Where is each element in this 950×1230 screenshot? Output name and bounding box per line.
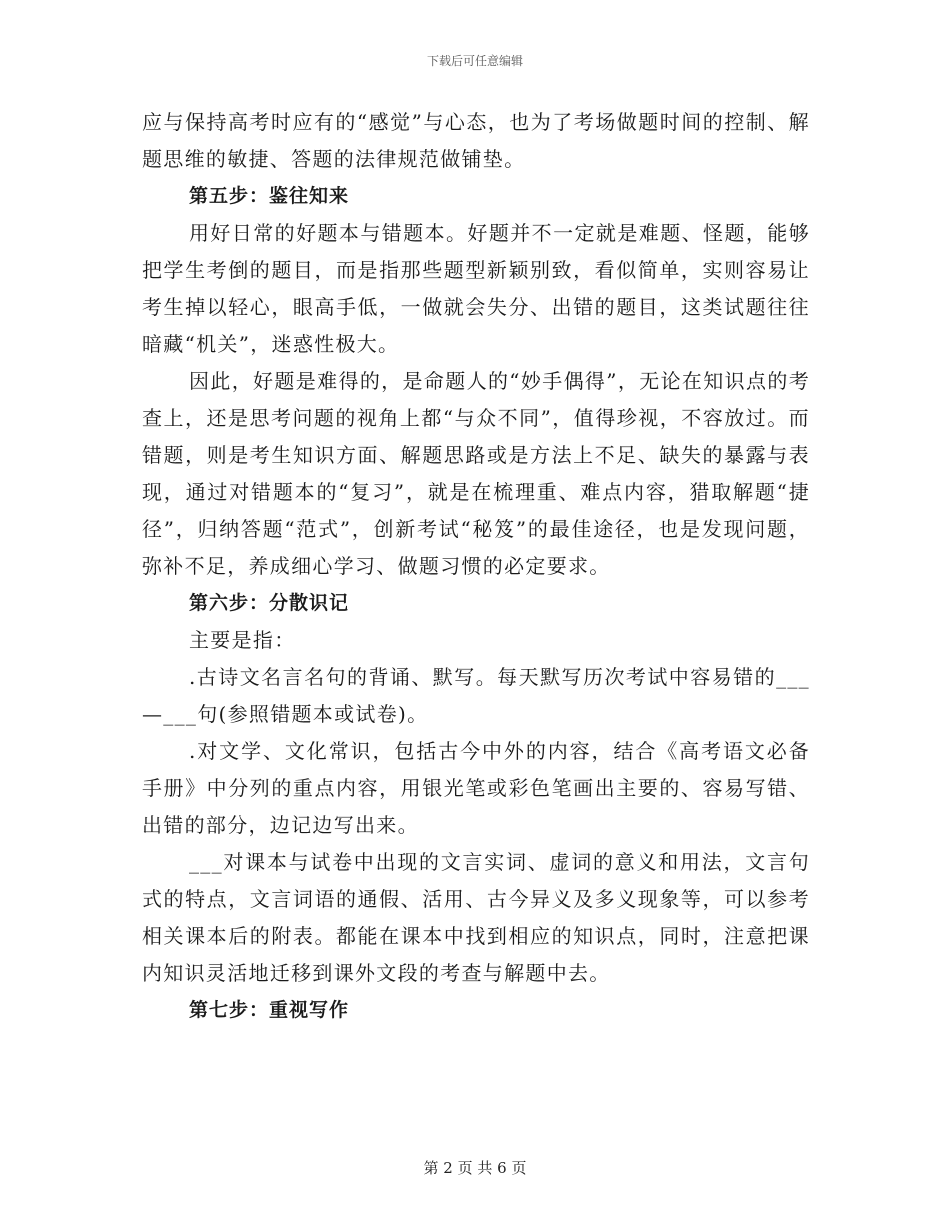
section-heading-step6: 第六步：分散识记 [189, 592, 350, 614]
paragraph-step5-2: 因此，好题是难得的，是命题人的“妙手偶得”，无论在知识点的考查上，还是思考问题的视角上都“与众不同”，值得珍视，不容放过。而错题，则是考生知识方面、解题思路或是方法上不足、缺失的暴露与表现，通过对错题本的“复习”，就是在梳理重、难点内容，猎取解题“捷径”，归纳答题“范式”，创新考试“秘笈”的最佳途径，也是发现问题，弥补不足，养成细心学习、做题习惯的必定要求。 [142, 369, 810, 578]
section-heading-step5: 第五步：鉴往知来 [189, 185, 350, 207]
page-footer: 第 2 页 共 6 页 [423, 1159, 527, 1177]
document-body [142, 104, 810, 1029]
paragraph-step6-1: .古诗文名言名句的背诵、默写。每天默写历次考试中容易错的___—___句(参照错题本或试卷)。 [142, 665, 810, 726]
paragraph-step6-3: ___对课本与试卷中出现的文言实词、虚词的意义和用法，文言句式的特点，文言词语的通假、活用、古今异义及多义现象等，可以参考相关课本后的附表。都能在课本中找到相应的知识点，同时，注意把课内知识灵活地迁移到课外文段的考查与解题中去。 [142, 850, 810, 985]
paragraph-step6-2: .对文学、文化常识，包括古今中外的内容，结合《高考语文必备手册》中分列的重点内容，用银光笔或彩色笔画出主要的、容易写错、出错的部分，边记边写出来。 [142, 739, 810, 837]
page-header: 下载后可任意编辑 [426, 54, 523, 68]
paragraph-intro: 应与保持高考时应有的“感觉”与心态，也为了考场做题时间的控制、解题思维的敏捷、答题的法律规范做铺垫。 [142, 110, 810, 171]
section-heading-step7: 第七步：重视写作 [189, 999, 350, 1021]
paragraph-step5-1: 用好日常的好题本与错题本。好题并不一定就是难题、怪题，能够把学生考倒的题目，而是指那些题型新颖别致，看似简单，实则容易让考生掉以轻心，眼高手低，一做就会失分、出错的题目，这类试题往往暗藏“机关”，迷惑性极大。 [142, 221, 810, 356]
paragraph-step6-0: 主要是指： [189, 628, 296, 652]
